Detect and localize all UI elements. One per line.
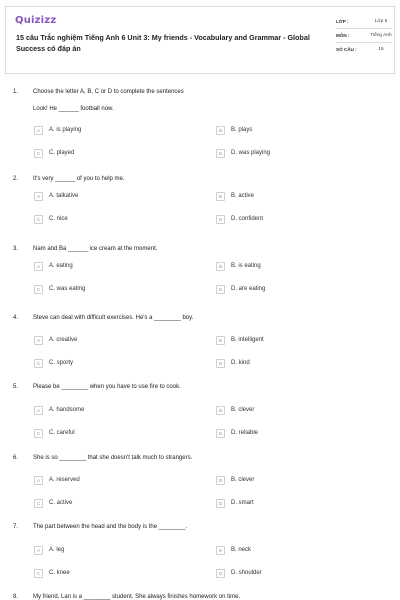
option-c[interactable] [34,568,70,578]
option-text: B. plays [231,127,253,133]
option-b[interactable] [216,261,261,271]
option-letter-box: D [216,429,225,438]
option-d[interactable] [216,214,263,224]
question-text: Steve can deal with difficult exercises. He's a ________ boy. [33,315,194,321]
option-letter-box: A [34,262,43,271]
option-letter-box: D [216,215,225,224]
option-text: A. creative [49,337,78,343]
option-text: B. intelligent [231,337,264,343]
worksheet-meta [336,15,392,56]
option-letter-box: D [216,285,225,294]
option-c[interactable] [34,214,68,224]
question-number: 5. [13,384,19,390]
option-c[interactable] [34,148,74,158]
worksheet-header [5,6,395,74]
meta-subject-label: MÔN : [336,33,350,38]
question-text: The part between the head and the body is the ________. [33,524,188,530]
option-letter-box: A [34,476,43,485]
option-a[interactable] [34,475,80,485]
option-text: D. shoulder [231,570,262,576]
option-a[interactable] [34,405,84,415]
option-text: C. played [49,150,75,156]
option-letter-box: A [34,406,43,415]
option-text: C. nice [49,216,68,222]
option-a[interactable] [34,335,77,345]
option-text: C. sporty [49,360,74,366]
question-number: 7. [13,524,19,530]
option-a[interactable] [34,125,81,135]
option-letter-box: A [34,126,43,135]
option-text: A. eating [49,263,73,269]
meta-count-value: 15 [378,47,384,52]
option-letter-box: B [216,262,225,271]
option-a[interactable] [34,191,78,201]
meta-grade-value: Lớp 6 [374,19,388,24]
option-d[interactable] [216,428,258,438]
question-number: 1. [13,89,19,95]
option-text: B. neck [231,547,252,553]
option-b[interactable] [216,405,254,415]
option-text: A. talkative [49,193,79,199]
option-letter-box: C [34,429,43,438]
option-text: D. reliable [231,430,259,436]
quizizz-logo: Quizizz [15,15,57,26]
option-text: C. active [49,500,73,506]
option-text: B. clever [231,407,255,413]
option-letter-box: C [34,285,43,294]
option-letter-box: B [216,406,225,415]
option-letter-box: A [34,192,43,201]
option-text: A. is playing [49,127,82,133]
option-d[interactable] [216,568,262,578]
question-number: 8. [13,594,19,600]
question-text: Please be ________ when you have to use fire to cook. [33,384,181,390]
meta-grade [336,15,392,29]
option-d[interactable] [216,284,265,294]
option-text: D. kind [231,360,250,366]
question-number: 3. [13,246,19,252]
option-letter-box: B [216,126,225,135]
option-letter-box: C [34,149,43,158]
option-text: A. reserved [49,477,80,483]
option-b[interactable] [216,335,264,345]
question-text: It's very ______ of you to help me. [33,176,125,182]
option-text: D. are eating [231,286,266,292]
option-text: A. handsome [49,407,85,413]
option-text: A. leg [49,547,65,553]
option-b[interactable] [216,191,254,201]
meta-count [336,43,392,56]
option-a[interactable] [34,261,73,271]
option-letter-box: D [216,149,225,158]
option-d[interactable] [216,148,270,158]
option-text: B. is eating [231,263,261,269]
option-letter-box: C [34,359,43,368]
question-number: 6. [13,455,19,461]
option-text: B. clever [231,477,255,483]
option-letter-box: C [34,499,43,508]
option-letter-box: D [216,359,225,368]
option-b[interactable] [216,545,251,555]
option-c[interactable] [34,284,85,294]
option-b[interactable] [216,475,254,485]
option-letter-box: A [34,546,43,555]
option-b[interactable] [216,125,252,135]
option-letter-box: B [216,546,225,555]
question-number: 2. [13,176,19,182]
meta-subject [336,29,392,43]
option-c[interactable] [34,498,72,508]
option-c[interactable] [34,358,73,368]
option-text: D. confident [231,216,264,222]
question-text: My friend, Lan is a ________ student. She always finishes homework on time. [33,594,241,600]
option-letter-box: B [216,192,225,201]
option-text: C. careful [49,430,75,436]
option-text: C. knee [49,570,70,576]
option-letter-box: C [34,215,43,224]
meta-subject-value: Tiếng Anh [370,33,392,38]
option-letter-box: B [216,476,225,485]
option-text: B. active [231,193,255,199]
meta-count-label: SỐ CÂU : [336,47,357,52]
option-a[interactable] [34,545,64,555]
option-letter-box: B [216,336,225,345]
option-text: C. was eating [49,286,86,292]
option-letter-box: A [34,336,43,345]
question-sentence: Look! He ______ football now. [33,106,114,112]
question-text: Choose the letter A, B, C or D to complete the sentences [33,89,184,95]
worksheet-title: 15 câu Trắc nghiệm Tiếng Anh 6 Unit 3: My friends - Vocabulary and Grammar - Global Success có đáp án [16,33,310,53]
option-letter-box: C [34,569,43,578]
option-d[interactable] [216,498,254,508]
question-text: She is so ________ that she doesn't talk much to strangers. [33,455,193,461]
option-letter-box: D [216,569,225,578]
meta-grade-label: LỚP : [336,19,349,24]
option-text: D. was playing [231,150,271,156]
option-c[interactable] [34,428,75,438]
question-number: 4. [13,315,19,321]
option-d[interactable] [216,358,250,368]
question-text: Nam and Ba ______ ice cream at the moment. [33,246,158,252]
option-letter-box: D [216,499,225,508]
option-text: D. smart [231,500,254,506]
